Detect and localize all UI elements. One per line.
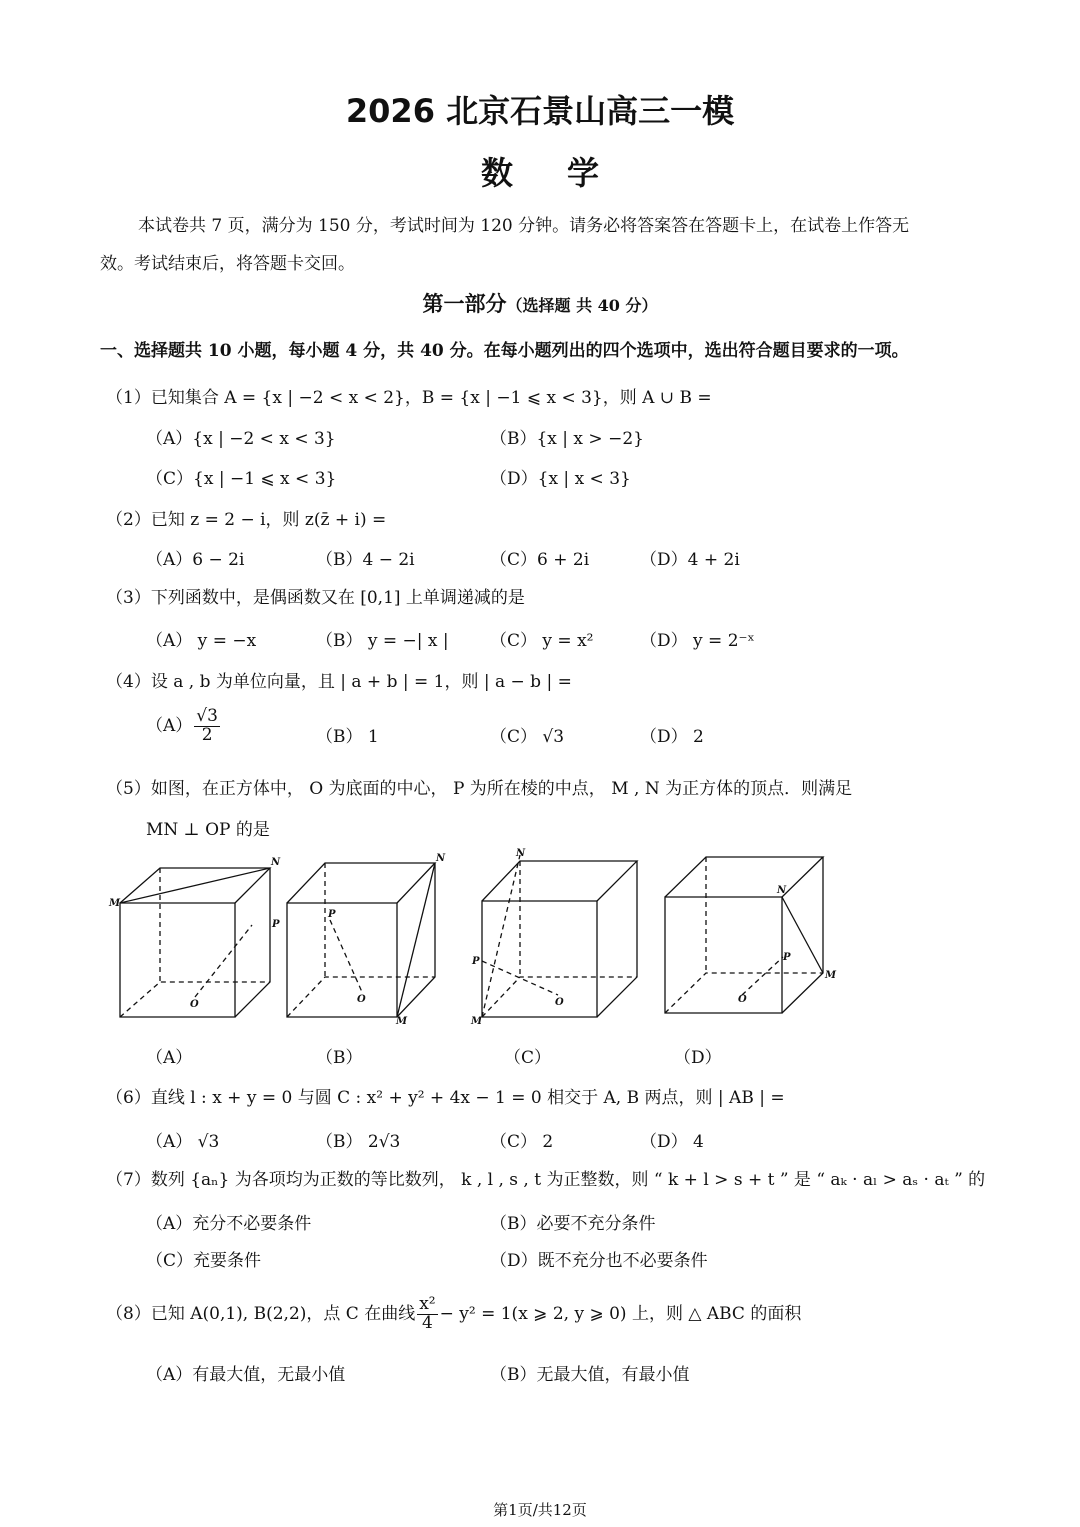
point-label-o: O (190, 999, 199, 1010)
fraction (417, 1296, 437, 1333)
question-4-option-c: （C） √3 (490, 727, 565, 747)
point-label-m: M (109, 898, 121, 909)
question-6-option-b: （B） 2√3 (316, 1132, 401, 1152)
question-1-stem: （1）已知集合 A = {x | −2 < x < 2}，B = {x | −1 ⩽ x < 3}，则 A ∪ B = (106, 388, 712, 408)
question-3-option-c: （C） y = x² (490, 631, 594, 651)
question-2-option-b: （B）4 − 2i (316, 550, 415, 570)
point-label-n: N (271, 857, 281, 868)
point-label-p: P (472, 956, 480, 967)
cube-figure-a (120, 868, 270, 1017)
fraction-denominator: 4 (422, 1312, 433, 1333)
question-4-stem: （4）设 a , b 为单位向量，且 | a + b | = 1，则 | a − b | = (106, 672, 572, 692)
page-footer: 第1页/共12页 (493, 1501, 587, 1519)
question-2-stem: （2）已知 z = 2 − i，则 z(z̄ + i) = (106, 510, 387, 530)
part-title-main: 第一部分 (422, 291, 507, 316)
question-2-option-a: （A）6 − 2i (146, 550, 245, 570)
question-1-option-a: （A）{x | −2 < x < 3} (146, 429, 336, 449)
question-8-stem (106, 1296, 801, 1333)
point-label-o: O (738, 994, 747, 1005)
question-8-option-a: （A）有最大值，无最小值 (146, 1365, 346, 1385)
section-heading: 一、选择题共 10 小题，每小题 4 分，共 40 分。在每小题列出的四个选项中，选出符合题目要求的一项。 (100, 341, 909, 361)
question-3-option-d: （D） y = 2⁻ˣ (640, 631, 755, 651)
fraction-numerator: x² (419, 1294, 436, 1314)
intro-line-2: 效。考试结束后，将答题卡交回。 (100, 254, 355, 274)
question-4-option-a-label: （A） (146, 715, 193, 736)
fraction-denominator: 2 (201, 724, 213, 745)
cube-figure-c (482, 855, 637, 1017)
point-label-o: O (555, 997, 564, 1008)
fraction (194, 708, 220, 745)
point-label-o: O (357, 994, 366, 1005)
question-6-option-a: （A） √3 (146, 1132, 220, 1152)
figure-label-a: （A） (146, 1048, 193, 1068)
question-7-option-b: （B）必要不充分条件 (490, 1214, 656, 1234)
question-7-stem: （7）数列 {aₙ} 为各项均为正数的等比数列， k , l , s , t 为正整数，则 “ k + l > s + t ” 是 “ aₖ · aₗ > aₛ · aₜ ” 的 (106, 1170, 986, 1190)
figure-label-c: （C） (504, 1048, 552, 1068)
point-label-m: M (396, 1016, 408, 1027)
figure-label-b: （B） (316, 1048, 363, 1068)
question-1-option-b: （B）{x | x > −2} (490, 429, 644, 449)
question-1-option-c: （C）{x | −1 ⩽ x < 3} (146, 469, 337, 489)
figure-label-d: （D） (674, 1048, 722, 1068)
question-6-option-c: （C） 2 (490, 1132, 554, 1152)
question-5-stem-line-1: （5）如图，在正方体中， O 为底面的中心， P 为所在棱的中点， M , N 为正方体的顶点．则满足 (106, 779, 853, 799)
question-2-option-d: （D）4 + 2i (640, 550, 740, 570)
point-label-n: N (516, 848, 526, 859)
exam-title: 2026 北京石景山高三一模 (345, 92, 735, 130)
part-title (0, 288, 1080, 318)
fraction-numerator: √3 (196, 706, 218, 726)
question-8-stem-pre: （8）已知 A(0,1), B(2,2)，点 C 在曲线 (106, 1303, 416, 1324)
part-title-note: （选择题 共 40 分） (506, 296, 658, 315)
question-6-stem: （6）直线 l : x + y = 0 与圆 C : x² + y² + 4x − 1 = 0 相交于 A, B 两点，则 | AB | = (106, 1088, 785, 1108)
point-label-m: M (471, 1016, 483, 1027)
question-3-stem: （3）下列函数中，是偶函数又在 [0,1] 上单调递减的是 (106, 588, 525, 608)
question-8-stem-post: − y² = 1(x ⩾ 2, y ⩾ 0) 上，则 △ ABC 的面积 (439, 1303, 802, 1324)
question-3-option-a: （A） y = −x (146, 631, 257, 651)
cube-figure-d (665, 857, 823, 1013)
question-5-stem-line-2: MN ⊥ OP 的是 (146, 820, 270, 840)
point-label-n: N (777, 885, 787, 896)
point-label-p: P (328, 909, 336, 920)
question-1-option-d: （D）{x | x < 3} (490, 469, 631, 489)
point-label-n: N (436, 853, 446, 864)
question-8-option-b: （B）无最大值，有最小值 (490, 1365, 690, 1385)
question-2-option-c: （C）6 + 2i (490, 550, 590, 570)
point-label-p: P (783, 952, 791, 963)
question-4-option-b: （B） 1 (316, 727, 379, 747)
question-7-option-a: （A）充分不必要条件 (146, 1214, 312, 1234)
question-7-option-c: （C）充要条件 (146, 1251, 262, 1271)
question-3-option-b: （B） y = −| x | (316, 631, 449, 651)
point-label-m: M (825, 970, 837, 981)
subject-title: 数学 (480, 154, 653, 192)
question-7-option-d: （D）既不充分也不必要条件 (490, 1251, 708, 1271)
cube-figures (100, 845, 860, 1035)
point-label-p: P (272, 919, 280, 930)
intro-line-1: 本试卷共 7 页，满分为 150 分，考试时间为 120 分钟。请务必将答案答在答题卡上，在试卷上作答无 (138, 216, 910, 236)
question-6-option-d: （D） 4 (640, 1132, 704, 1152)
question-4-option-a (146, 708, 222, 745)
question-4-option-d: （D） 2 (640, 727, 704, 747)
